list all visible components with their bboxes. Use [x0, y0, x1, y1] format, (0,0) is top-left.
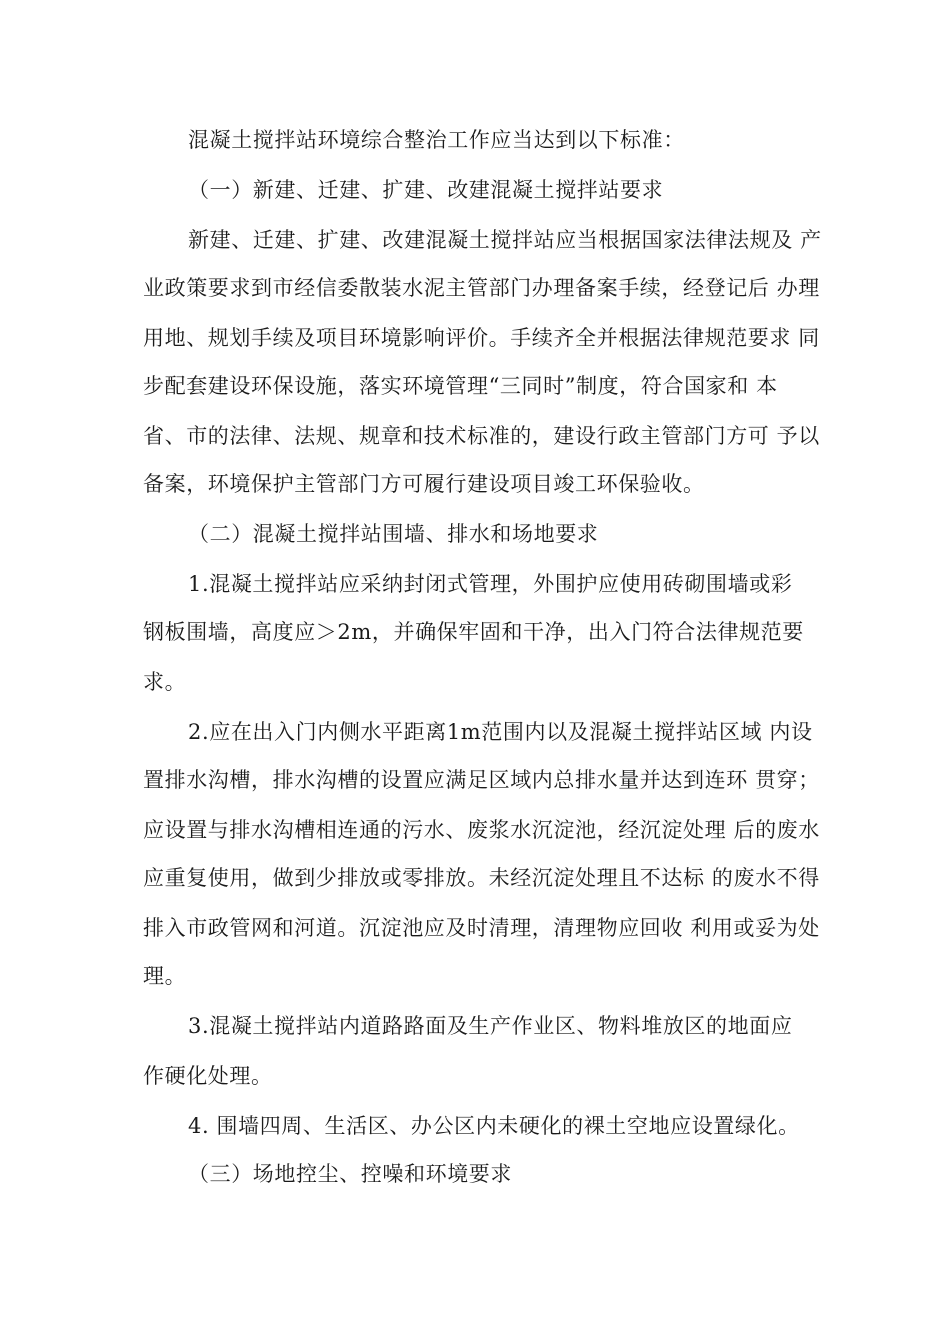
paragraph-line: 1.混凝土搅拌站应采纳封闭式管理，外围护应使用砖砌围墙或彩	[188, 572, 793, 596]
paragraph-line: 钢板围墙，高度应＞2m，并确保牢固和干净，出入门符合法律规范要	[143, 620, 804, 644]
paragraph-line: 用地、规划手续及项目环境影响评价。手续齐全并根据法律规范要求 同	[143, 326, 820, 350]
section-heading-2: （二）混凝土搅拌站围墙、排水和场地要求	[188, 522, 599, 546]
paragraph-line: 3.混凝土搅拌站内道路路面及生产作业区、物料堆放区的地面应	[188, 1014, 793, 1038]
paragraph-line: 求。	[143, 670, 187, 694]
section-heading-1: （一）新建、迁建、扩建、改建混凝土搅拌站要求	[188, 178, 664, 202]
paragraph-line: 4. 围墙四周、生活区、办公区内未硬化的裸土空地应设置绿化。	[188, 1114, 800, 1138]
paragraph-line: 步配套建设环保设施，落实环境管理“三同时”制度，符合国家和 本	[143, 374, 778, 398]
paragraph-line: 备案，环境保护主管部门方可履行建设项目竣工环保验收。	[143, 472, 705, 496]
paragraph-line: 应重复使用，做到少排放或零排放。未经沉淀处理且不达标 的废水不得	[143, 866, 820, 890]
paragraph-line: 置排水沟槽，排水沟槽的设置应满足区域内总排水量并达到连环 贯穿；	[143, 768, 820, 792]
paragraph-line: 作硬化处理。	[143, 1064, 273, 1088]
paragraph-line: 省、市的法律、法规、规章和技术标准的，建设行政主管部门方可 予以	[143, 424, 820, 448]
paragraph-line: 业政策要求到市经信委散装水泥主管部门办理备案手续，经登记后 办理	[143, 276, 820, 300]
paragraph-line: 排入市政管网和河道。沉淀池应及时清理，清理物应回收 利用或妥为处	[143, 916, 820, 940]
section-heading-3: （三）场地控尘、控噪和环境要求	[188, 1162, 512, 1186]
paragraph-line: 2.应在出入门内侧水平距离1m范围内以及混凝土搅拌站区域 内设	[188, 720, 813, 744]
paragraph-line: 理。	[143, 964, 187, 988]
paragraph-line: 应设置与排水沟槽相连通的污水、废浆水沉淀池，经沉淀处理 后的废水	[143, 818, 820, 842]
paragraph-line: 新建、迁建、扩建、改建混凝土搅拌站应当根据国家法律法规及 产	[188, 228, 822, 252]
intro-line: 混凝土搅拌站环境综合整治工作应当达到以下标准：	[188, 128, 685, 152]
